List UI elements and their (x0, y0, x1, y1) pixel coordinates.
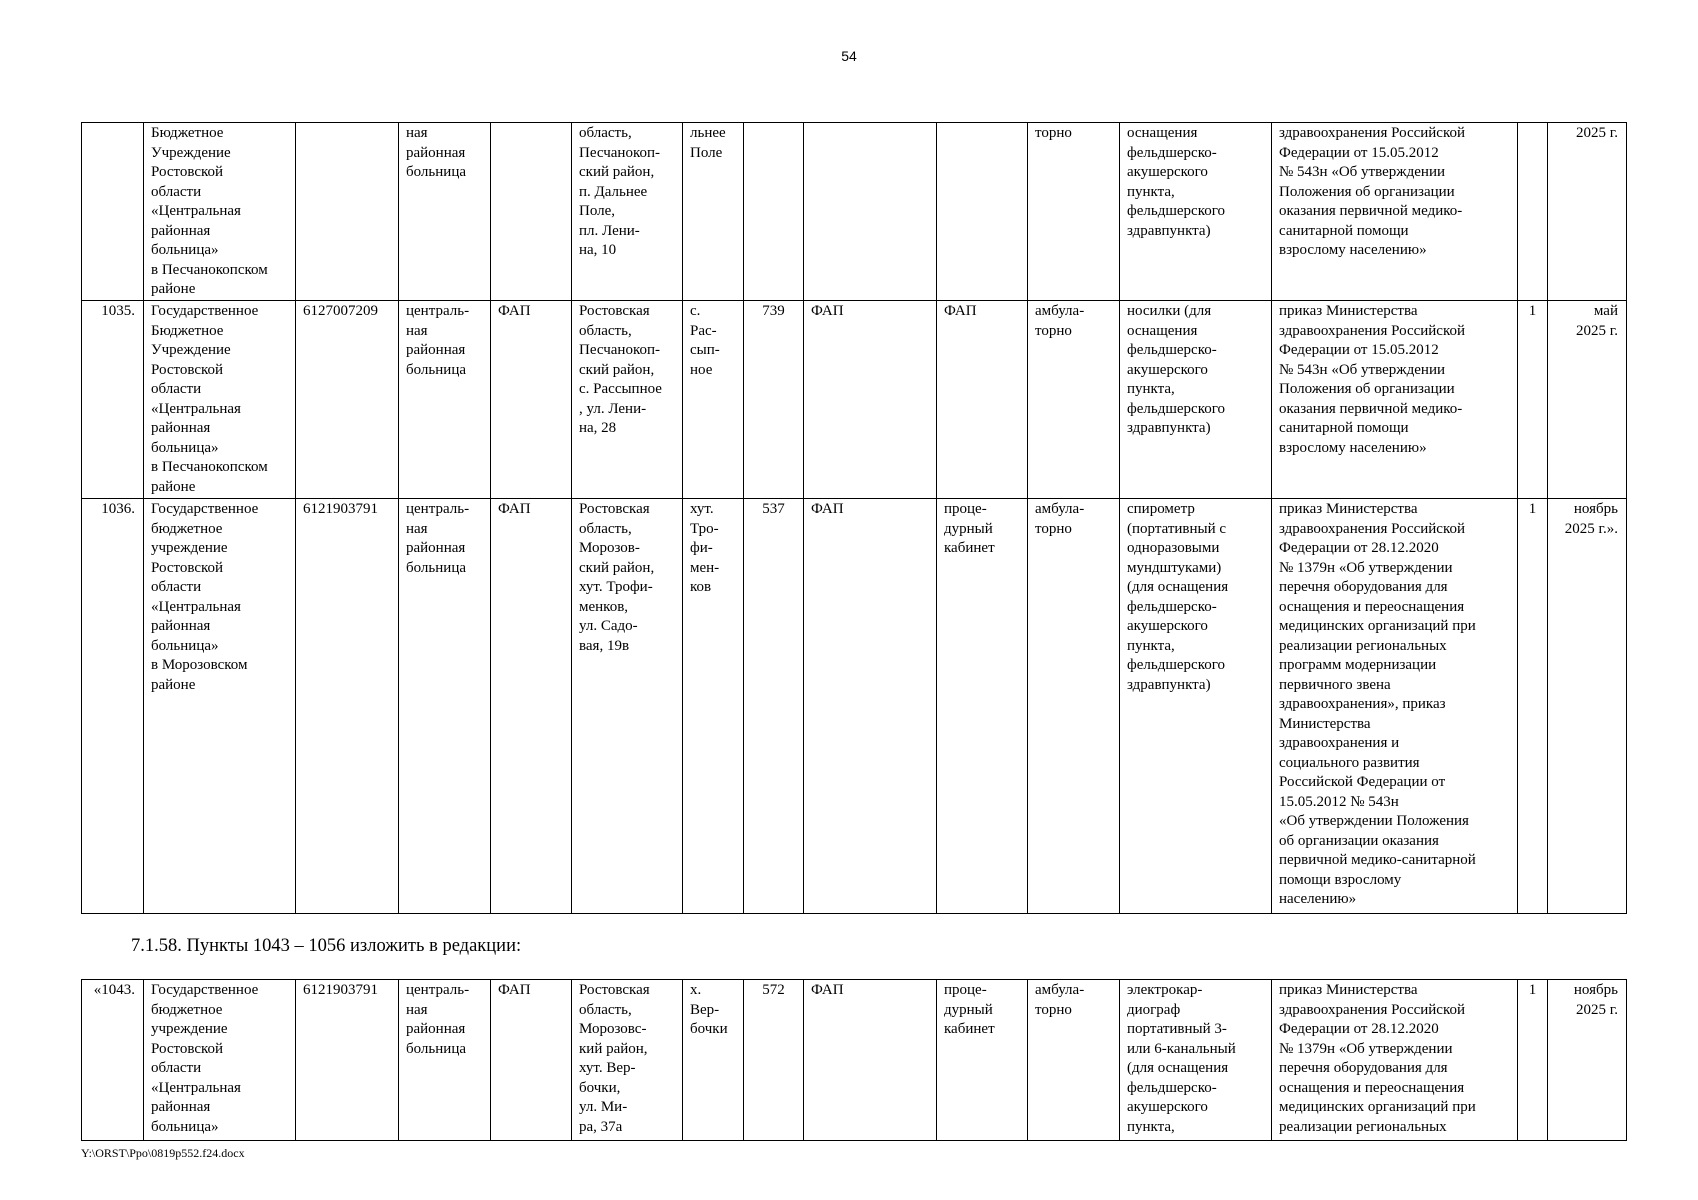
room (937, 123, 1028, 301)
row-number (82, 123, 144, 301)
structural-unit (491, 123, 572, 301)
amendment-paragraph: 7.1.58. Пункты 1043 – 1056 изложить в редакции: (131, 936, 522, 956)
population (744, 123, 804, 301)
organization-name: Государственное Бюджетное Учреждение Ростовской области «Центральная районная больница» в Песчанокопском районе (144, 301, 296, 499)
equipment: оснащения фельдшерско- акушерского пункта, фельдшерского здравпункта) (1120, 123, 1272, 301)
organization-type: централь- ная районная больница (399, 499, 491, 914)
quantity: 1 (1518, 301, 1548, 499)
legal-basis: приказ Министерства здравоохранения Российской Федерации от 15.05.2012 № 543н «Об утверждении Положения об организации оказания первичной медико- санитарной помощи взрослому населению» (1272, 301, 1518, 499)
registry-table-new (81, 979, 1627, 1141)
table-row (82, 123, 1627, 301)
inn: 6121903791 (296, 499, 399, 914)
page-number: 54 (841, 48, 857, 64)
care-conditions: торно (1028, 123, 1120, 301)
care-conditions: амбула- торно (1028, 980, 1120, 1141)
equipment: носилки (для оснащения фельдшерско- акушерского пункта, фельдшерского здравпункта) (1120, 301, 1272, 499)
delivery-date: ноябрь 2025 г. (1548, 980, 1627, 1141)
subdivision: ФАП (804, 980, 937, 1141)
table-row (82, 499, 1627, 914)
inn (296, 123, 399, 301)
address: Ростовская область, Морозов- ский район, хут. Трофи- менков, ул. Садо- вая, 19в (572, 499, 683, 914)
organization-name: Бюджетное Учреждение Ростовской области «Центральная районная больница» в Песчанокопском районе (144, 123, 296, 301)
address: область, Песчанокоп- ский район, п. Дальнее Поле, пл. Лени- на, 10 (572, 123, 683, 301)
care-conditions: амбула- торно (1028, 499, 1120, 914)
structural-unit: ФАП (491, 301, 572, 499)
table-row (82, 980, 1627, 1141)
legal-basis: приказ Министерства здравоохранения Российской Федерации от 28.12.2020 № 1379н «Об утверждении перечня оборудования для оснащения и переоснащения медицинских организаций при реализации региональных программ модернизации первичного звена здравоохранения», приказ Министерства здравоохранения и социального развития Российской Федерации от 15.05.2012 № 543н «Об утверждении Положения об организации оказания первичной медико-санитарной помощи взрослому населению» (1272, 499, 1518, 914)
room: проце- дурный кабинет (937, 980, 1028, 1141)
equipment: спирометр (портативный с одноразовыми мундштуками) (для оснащения фельдшерско- акушерского пункта, фельдшерского здравпункта) (1120, 499, 1272, 914)
row-number: 1035. (82, 301, 144, 499)
table-row (82, 301, 1627, 499)
legal-basis: здравоохранения Российской Федерации от 15.05.2012 № 543н «Об утверждении Положения об организации оказания первичной медико- санитарной помощи взрослому населению» (1272, 123, 1518, 301)
quantity: 1 (1518, 980, 1548, 1141)
quantity: 1 (1518, 499, 1548, 914)
organization-type: централь- ная районная больница (399, 980, 491, 1141)
organization-name: Государственное бюджетное учреждение Ростовской области «Центральная районная больница» (144, 980, 296, 1141)
delivery-date: май 2025 г. (1548, 301, 1627, 499)
footer-file-path: Y:\ORST\Ppo\0819p552.f24.docx (81, 1146, 245, 1160)
structural-unit: ФАП (491, 499, 572, 914)
settlement: х. Вер- бочки (683, 980, 744, 1141)
settlement: хут. Тро- фи- мен- ков (683, 499, 744, 914)
inn: 6121903791 (296, 980, 399, 1141)
organization-name: Государственное бюджетное учреждение Ростовской области «Центральная районная больница» в Морозовском районе (144, 499, 296, 914)
room: ФАП (937, 301, 1028, 499)
delivery-date: 2025 г. (1548, 123, 1627, 301)
subdivision: ФАП (804, 301, 937, 499)
equipment: электрокар- диограф портативный 3- или 6-канальный (для оснащения фельдшерско- акушерского пункта, (1120, 980, 1272, 1141)
room: проце- дурный кабинет (937, 499, 1028, 914)
subdivision: ФАП (804, 499, 937, 914)
organization-type: централь- ная районная больница (399, 301, 491, 499)
delivery-date: ноябрь 2025 г.». (1548, 499, 1627, 914)
inn: 6127007209 (296, 301, 399, 499)
legal-basis: приказ Министерства здравоохранения Российской Федерации от 28.12.2020 № 1379н «Об утверждении перечня оборудования для оснащения и переоснащения медицинских организаций при реализации региональных (1272, 980, 1518, 1141)
row-number: «1043. (82, 980, 144, 1141)
organization-type: ная районная больница (399, 123, 491, 301)
settlement: льнее Поле (683, 123, 744, 301)
structural-unit: ФАП (491, 980, 572, 1141)
address: Ростовская область, Морозовс- кий район, хут. Вер- бочки, ул. Ми- ра, 37а (572, 980, 683, 1141)
population: 537 (744, 499, 804, 914)
care-conditions: амбула- торно (1028, 301, 1120, 499)
registry-table-continued (81, 122, 1627, 914)
population: 572 (744, 980, 804, 1141)
row-number: 1036. (82, 499, 144, 914)
settlement: с. Рас- сып- ное (683, 301, 744, 499)
population: 739 (744, 301, 804, 499)
quantity (1518, 123, 1548, 301)
subdivision (804, 123, 937, 301)
address: Ростовская область, Песчанокоп- ский район, с. Рассыпное , ул. Лени- на, 28 (572, 301, 683, 499)
